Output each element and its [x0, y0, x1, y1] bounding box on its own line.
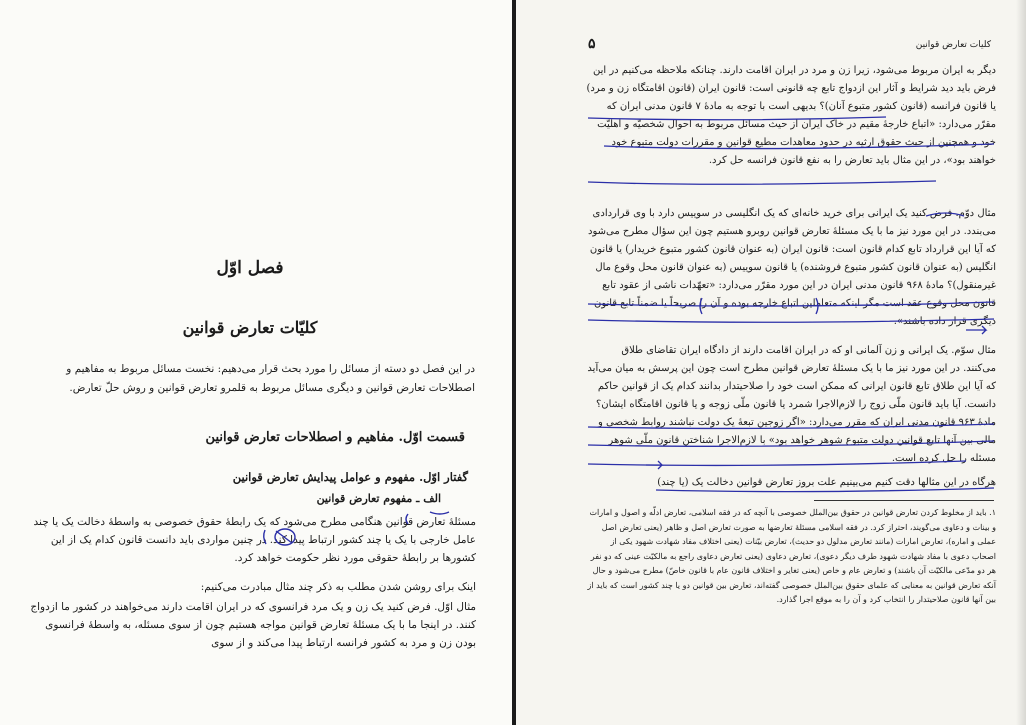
chapter-title: فصل اوّل — [216, 258, 284, 278]
running-head: کلیات تعارض قوانین — [915, 40, 991, 50]
footnote-rule — [814, 500, 994, 501]
page-number: ۵ — [588, 36, 596, 52]
subsection-heading: گفتار اوّل. مفهوم و عوامل پیدایش تعارض قوانین — [232, 470, 468, 484]
left-page — [0, 0, 512, 725]
right-page — [516, 0, 1026, 725]
body-paragraph-examples-intro: اینک برای روشن شدن مطلب به ذکر چند مثال مبادرت می‌کنیم: — [200, 581, 476, 593]
chapter-subtitle: کلیّات تعارض قوانین — [182, 318, 318, 337]
sub-subheading: الف ـ مفهوم تعارض قوانین — [316, 492, 441, 505]
body-paragraph-example-1: مثال اوّل. فرض کنید یک زن و یک مرد فرانسوی که در ایران اقامت دارند می‌خواهند در کشور ما ازدواج کنند. در اینجا ما با یک مسئلهٔ تعارض قوانین مواجه هستیم چون از سوی مسئله، به واسطهٔ فرانسوی بودن زن و مرد به کشور فرانسه ارتباط پیدا می‌کند و از سوی — [30, 601, 476, 649]
body-paragraph-definition: مسئلهٔ تعارض قوانین هنگامی مطرح می‌شود که یک رابطهٔ حقوق خصوصی به واسطهٔ دخالت یک یا چند عامل خارجی با یک یا چند کشور ارتباط پیدا کند. در چنین مواردی باید دانست قانون کدام یک از این کشورها بر رابطهٔ حقوقی مورد نظر حکومت خواهد کرد. — [33, 516, 476, 564]
section-heading: قسمت اوّل. مفاهیم و اصطلاحات تعارض قوانین — [205, 430, 465, 445]
footnote: ۱. باید از مخلوط کردن تعارض قوانین در حقوق بین‌الملل خصوصی با آنچه که در فقه اسلامی، تعارض ادلّه و اصول و امارات و بینات و دعاوی می‌گویند، احتراز کرد. در فقه اسلامی مسئلهٔ تعارضها به صورت تعارض اصل و ظاهر (یعنی تعارض اصل عملی و اماره)، تعارض امارات (مانند تعارض مدلول دو حدیث)، تعارض بیّنات (یعنی اختلاف مفاد شهادت شهود یکی از اصحاب دعوی با مفاد شهادت شهود طرف دیگر دعوی)، تعارض دعاوی (یعنی تعارض دعاوی راجع به مالکیّت عینی که دو نفر هر دو مدّعی مالکیّت آن باشند) و تعارض عام و خاص (یعنی تغایر و اختلاف قانون عام با قانون خاصّ) مطرح می‌شود و حال آنکه تعارض قوانین به معنایی که علمای حقوق بین‌الملل خصوصی گفته‌اند، تعارض بین قوانین دو یا چند کشور است که باید از بین آنها قانون صلاحیتدار را انتخاب کرد و آن را به موقع اجرا گذارد. — [587, 508, 996, 604]
paragraph-example-3: مثال سوّم. یک ایرانی و زن آلمانی او که در ایران اقامت دارند از دادگاه ایران تقاضای طلاق می‌کنند. در این مورد نیز ما با یک مسئلهٔ تعارض قوانین مطرح است چون این پرسش به میان می‌آید که آیا این طلاق تابع قانون ایرانی که ممکن است خود را صلاحیتدار بدانند کدام یک از قوانین حاکم دانست. آیا باید قانون ملّی زوج را لازم‌الاجرا شمرد یا قانون ملّی زوجه و یا قانون اقامتگاه ایشان؟ مادهٔ ۹۶۳ قانون مدنی ایران که مقرر می‌دارد: «اگر زوجین تبعهٔ یک دولت نباشند روابط شخصی و مالی بین آنها تابع قوانین دولت متبوع شوهر خواهد بود» با لازم‌الاجرا شناختن قانون ملّی شوهر مسئله را حل کرده است. — [587, 345, 996, 464]
paragraph-conclusion: هرگاه در این مثالها دقت کنیم می‌بینیم علت بروز تعارض قوانین دخالت یک (یا چند) — [657, 477, 996, 488]
intro-paragraph: در این فصل دو دسته از مسائل را مورد بحث قرار می‌دهیم: نخست مسائل مربوط به مفاهیم و اصطلاحات تعارض قوانین و دیگری مسائل مربوط به قلمرو تعارض قوانین و روش حلّ تعارض. — [66, 363, 475, 394]
paragraph-example-2: مثال دوّم. فرض کنید یک ایرانی برای خرید خانه‌ای که یک انگلیسی در سوییس دارد با وی قراردادی می‌بندد. در این مورد نیز ما با یک مسئلهٔ تعارض قوانین روبرو هستیم چون این سؤال مطرح می‌شود که آیا این قرارداد تابع کدام قانون است: قانون ایران (به عنوان قانون کشور متبوع خریدار) یا قانون انگلیس (به عنوان قانون کشور متبوع فروشنده) یا قانون سوییس (به عنوان قانون محل وقوع مال غیرمنقول)؟ مادهٔ ۹۶۸ قانون مدنی ایران در این مورد مقرّر می‌دارد: «تعهّدات ناشی از عقود تابع قانون محل وقوع عقد است مگر اینکه متعاملین اتباع خارجه بوده و آن را صریحاً یا ضمناً تابع قانون دیگری قرار داده باشند». — [588, 208, 996, 327]
paragraph-1: دیگر به ایران مربوط می‌شود، زیرا زن و مرد در ایران اقامت دارند. چنانکه ملاحظه می‌کنیم در این فرض باید دید شرایط و آثار این ازدواج تابع چه قانونی است: قانون ایران (قانون اقامتگاه زن و مرد) یا قانون فرانسه (قانون کشور متبوع آنان)؟ بدیهی است با توجه به مادهٔ ۷ قانون مدنی ایران که مقرّر می‌دارد: «اتباع خارجهٔ مقیم در خاک ایران از حیث مسائل مربوط به احوال شخصیّه و اهلیّت خود و همچنین از حیث حقوق ارثیه در حدود معاهدات مطیع قوانین و مقررات دولت متبوع خود خواهند بود»، در این مثال باید تعارض را به نفع قانون فرانسه حل کرد. — [586, 65, 996, 166]
